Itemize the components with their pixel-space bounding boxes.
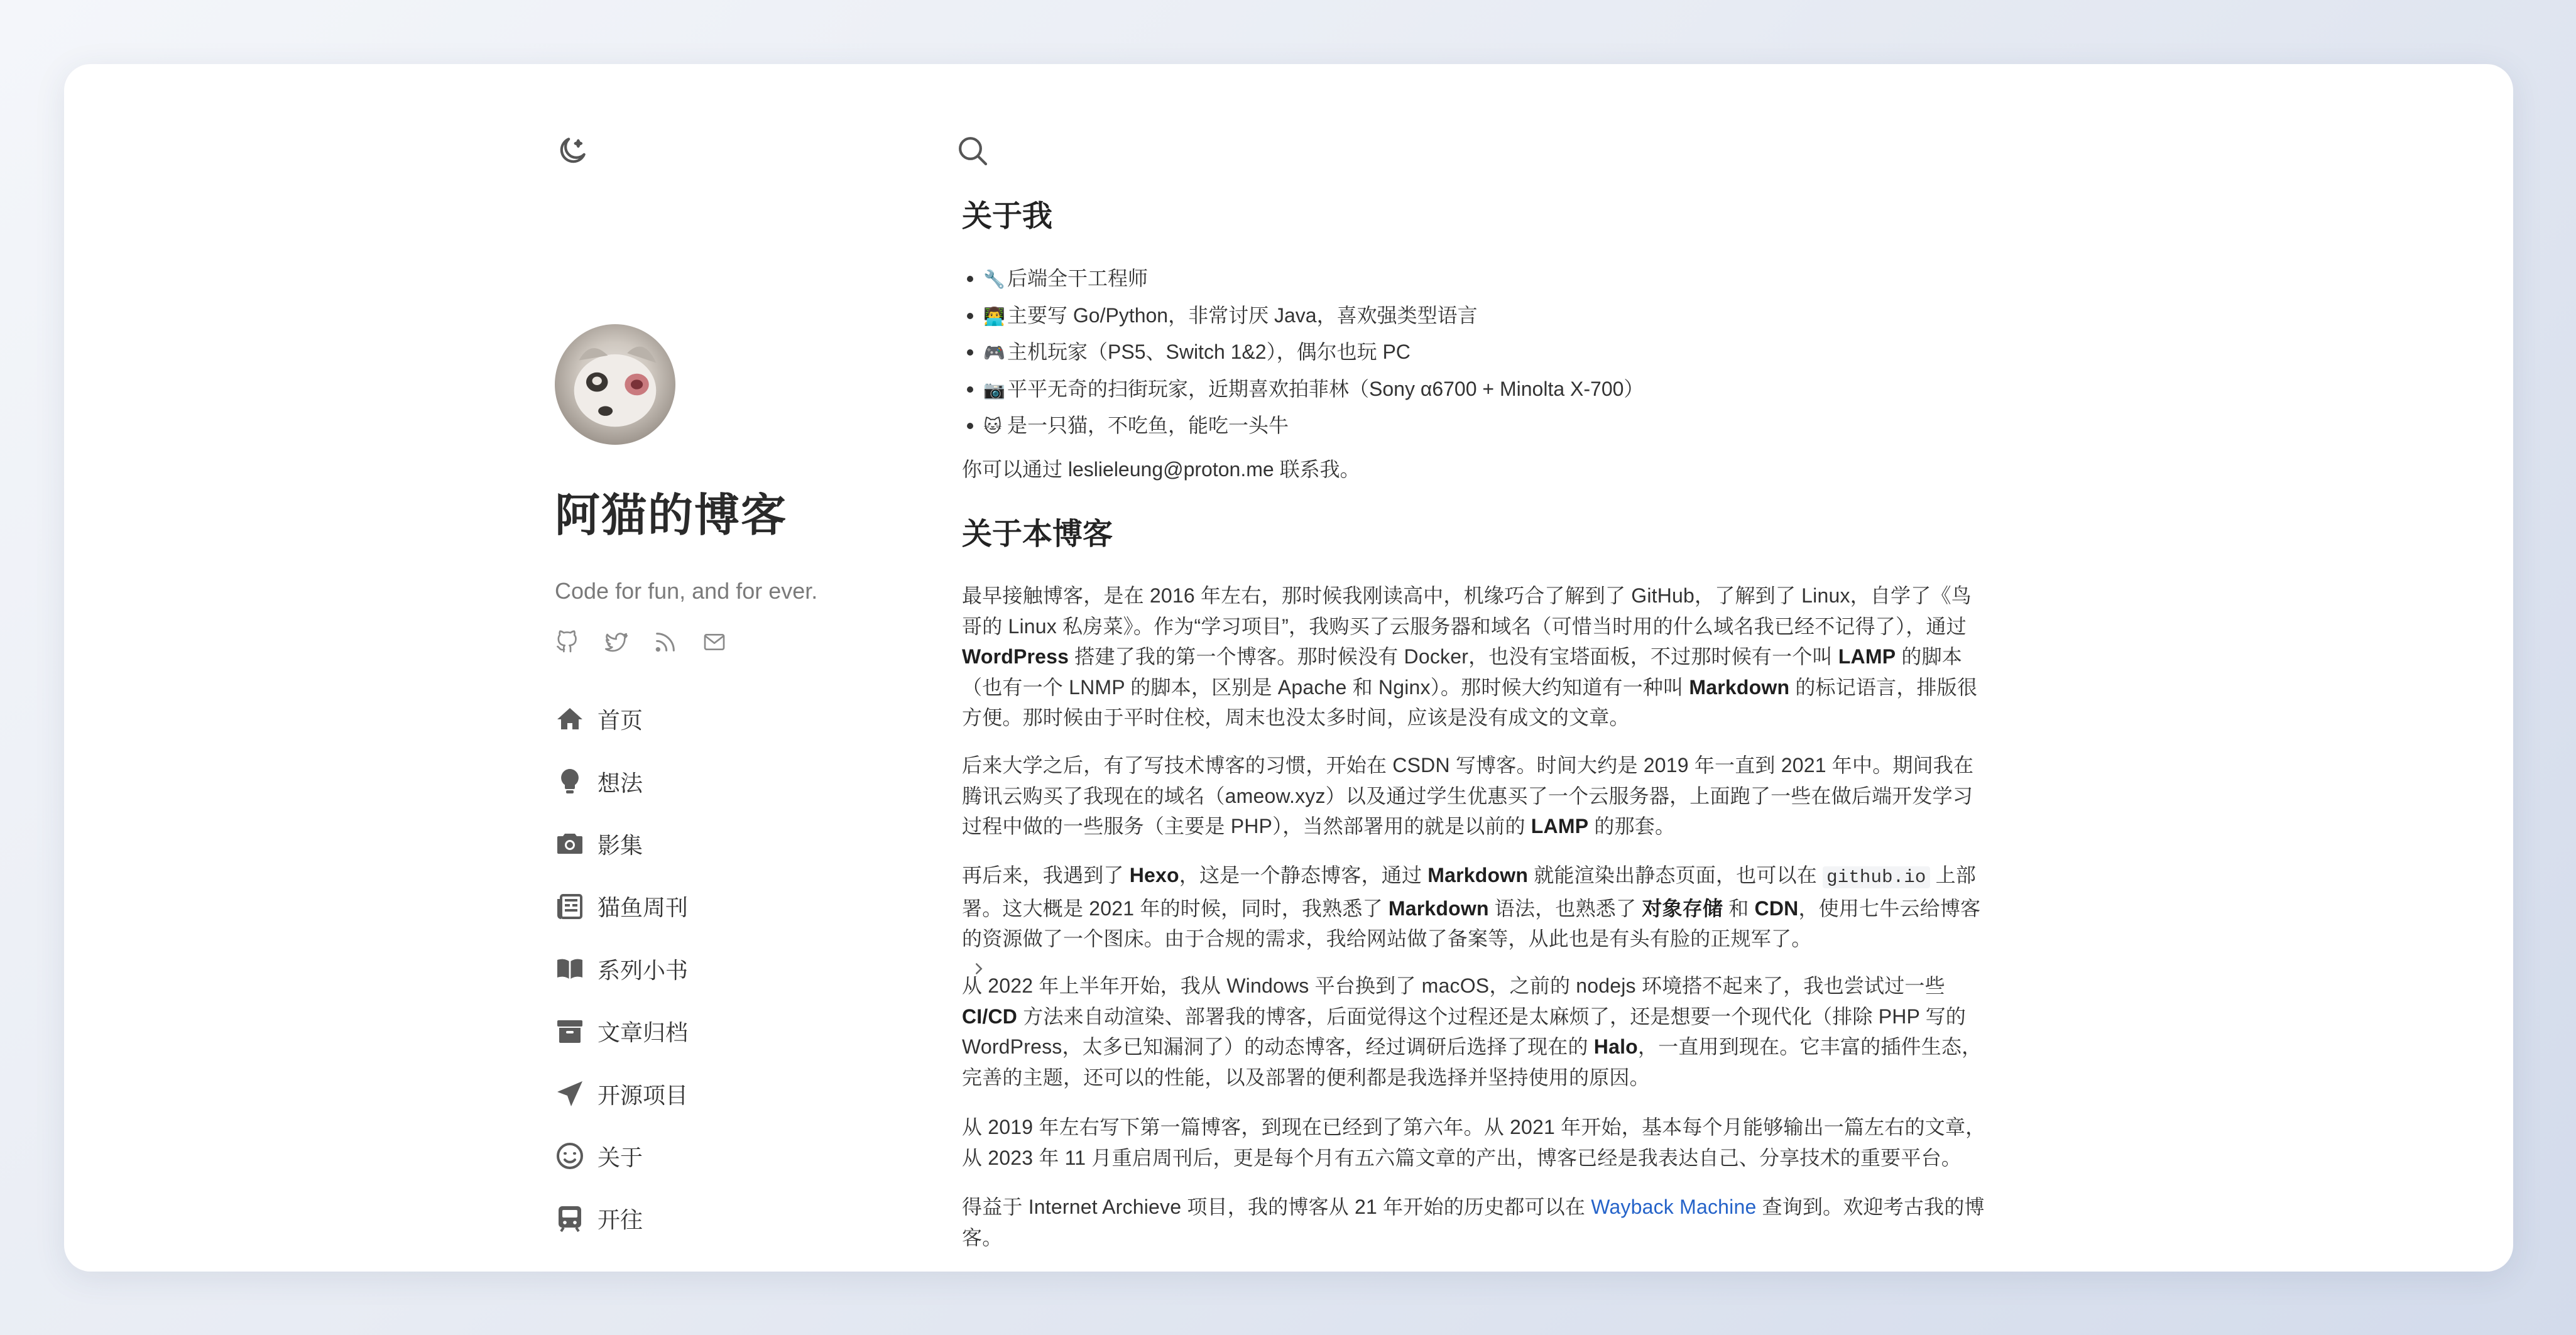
camera-icon xyxy=(555,829,585,859)
page-card xyxy=(64,64,2513,1272)
wrench-icon: 🔧 xyxy=(983,269,1005,290)
train-icon xyxy=(555,1204,585,1234)
site-title: 阿猫的博客 xyxy=(555,491,788,541)
sidebar-nav xyxy=(555,688,988,1250)
social-links xyxy=(555,629,727,655)
nav-item-archive[interactable] xyxy=(555,1000,988,1062)
nav-label: 文章归档 xyxy=(598,1020,689,1046)
nav-label: 影集 xyxy=(598,832,643,858)
paragraph-5: 从 2019 年左右写下第一篇博客，到现在已经到了第六年。从 2021 年开始，基本每个月能够输出一篇左右的文章，从 2023 年 11 月重启周刊后，更是每个月有五六篇文章的产出，博客已经是我表达自己、分享技术的重要平台。 xyxy=(962,1116,1986,1169)
smile-icon xyxy=(555,1141,585,1171)
github-icon[interactable] xyxy=(555,629,580,655)
nav-item-series[interactable] xyxy=(555,938,988,1000)
nav-item-about[interactable] xyxy=(555,1125,988,1187)
sidebar xyxy=(555,64,988,1272)
list-item xyxy=(962,261,1644,298)
list-item-text: 主机玩家（PS5、Switch 1&2），偶尔也玩 PC xyxy=(1007,341,1411,363)
mail-icon[interactable] xyxy=(702,629,727,655)
list-item xyxy=(962,408,1644,445)
archive-icon xyxy=(555,1016,585,1047)
theme-toggle-moon-icon[interactable] xyxy=(555,133,590,168)
nav-item-thoughts[interactable] xyxy=(555,750,988,812)
nav-item-projects[interactable] xyxy=(555,1062,988,1125)
cat-icon: 🐱 xyxy=(983,416,1002,437)
paper-plane-icon xyxy=(555,1079,585,1109)
list-item xyxy=(962,298,1644,335)
paragraph-1: 最早接触博客，是在 2016 年左右，那时候我刚读高中，机缘巧合了解到了 GitHub，了解到了 Linux，自学了《鸟哥的 Linux 私房菜》。作为“学习项目”，我购买了云服务器和域名（可惜当时用的什么域名我已经不记得了），通过 WordPress 搭建了我的第一个博客。那时候没有 Docker，也没有宝塔面板，不过那时候有一个叫 LAMP 的脚本（也有一个 LNMP 的脚本，区别是 Apache 和 Nginx）。那时候大约知道有一种叫 Markdown 的标记语言，排版很方便。那时候由于平时住校，周末也没太多时间，应该是没有成文的文章。 xyxy=(962,584,1978,729)
camera-emoji-icon: 📷 xyxy=(983,379,1005,400)
list-item-text: 是一只猫，不吃鱼，能吃一头牛 xyxy=(1007,414,1289,437)
contact-text: 你可以通过 leslieleung@proton.me 联系我。 xyxy=(962,458,1360,481)
home-icon xyxy=(555,704,585,734)
nav-label: 关于 xyxy=(598,1144,643,1170)
nav-label: 猫鱼周刊 xyxy=(598,895,689,921)
nav-item-home[interactable] xyxy=(555,688,988,750)
list-item xyxy=(962,334,1644,371)
inline-code: github.io xyxy=(1823,866,1929,888)
nav-label: 开往 xyxy=(598,1207,643,1233)
list-item-text: 后端全干工程师 xyxy=(1007,267,1149,290)
paragraph-3: 再后来，我遇到了 Hexo，这是一个静态博客，通过 Markdown 就能渲染出静态页面，也可以在 github.io 上部署。这大概是 2021 年的时候，同时，我熟悉了 Markdown 语法，也熟悉了 对象存储 和 CDN，使用七牛云给博客的资源做了一个图床。由于合规的需求，我给网站做了备案等，从此也是有头有脸的正规军了。 xyxy=(962,864,1981,950)
site-description: Code for fun, and for ever. xyxy=(555,578,818,604)
nav-label: 首页 xyxy=(598,707,643,734)
paragraph-4: 从 2022 年上半年开始，我从 Windows 平台换到了 macOS，之前的 nodejs 环境搭不起来了，我也尝试过一些 CI/CD 方法来自动渲染、部署我的博客，后面觉得这个过程还是太麻烦了，还是想要一个现代化（排除 PHP 写的 WordPress，太多已知漏洞了）的动态博客，经过调研后选择了现在的 Halo，一直用到现在。它丰富的插件生态，完善的主题，还可以的性能，以及部署的便利都是我选择并坚持使用的原因。 xyxy=(962,974,1982,1089)
rss-icon[interactable] xyxy=(653,629,678,655)
lightbulb-icon xyxy=(555,766,585,797)
list-item-text: 主要写 Go/Python，非常讨厌 Java，喜欢强类型语言 xyxy=(1007,303,1478,327)
twitter-icon[interactable] xyxy=(604,629,629,655)
about-heading: 关于我 xyxy=(962,200,1053,233)
nav-item-weekly[interactable] xyxy=(555,875,988,937)
wayback-machine-link[interactable]: Wayback Machine xyxy=(1591,1196,1757,1218)
avatar xyxy=(555,324,675,445)
list-item-text: 平平无奇的扫街玩家，近期喜欢拍菲林（Sony α6700 + Minolta X-700） xyxy=(1007,377,1644,400)
developer-icon: 👨‍💻 xyxy=(983,305,1005,327)
paragraph-6: 得益于 Internet Archieve 项目，我的博客从 21 年开始的历史都可以在 Wayback Machine 查询到。欢迎考古我的博客。 xyxy=(962,1196,1985,1249)
paragraph-2: 后来大学之后，有了写技术博客的习惯，开始在 CSDN 写博客。时间大约是 2019 年一直到 2021 年中。期间我在腾讯云购买了我现在的域名（ameow.xyz）以及通过学生优惠买了一个云服务器，上面跑了一些在做后端开发学习过程中做的一些服务（主要是 PHP），当然部署用的就是以前的 LAMP 的那套。 xyxy=(962,754,1974,837)
nav-label: 想法 xyxy=(598,770,643,796)
book-icon xyxy=(555,954,585,984)
nav-item-travellings[interactable] xyxy=(555,1187,988,1250)
search-icon[interactable] xyxy=(955,133,990,168)
list-item xyxy=(962,371,1644,408)
nav-label: 开源项目 xyxy=(598,1082,689,1108)
about-list xyxy=(962,261,1644,445)
nav-item-photos[interactable] xyxy=(555,813,988,875)
gamepad-icon: 🎮 xyxy=(983,342,1005,363)
newspaper-icon xyxy=(555,891,585,922)
nav-label: 系列小书 xyxy=(598,957,689,983)
blog-heading: 关于本博客 xyxy=(962,518,1113,551)
